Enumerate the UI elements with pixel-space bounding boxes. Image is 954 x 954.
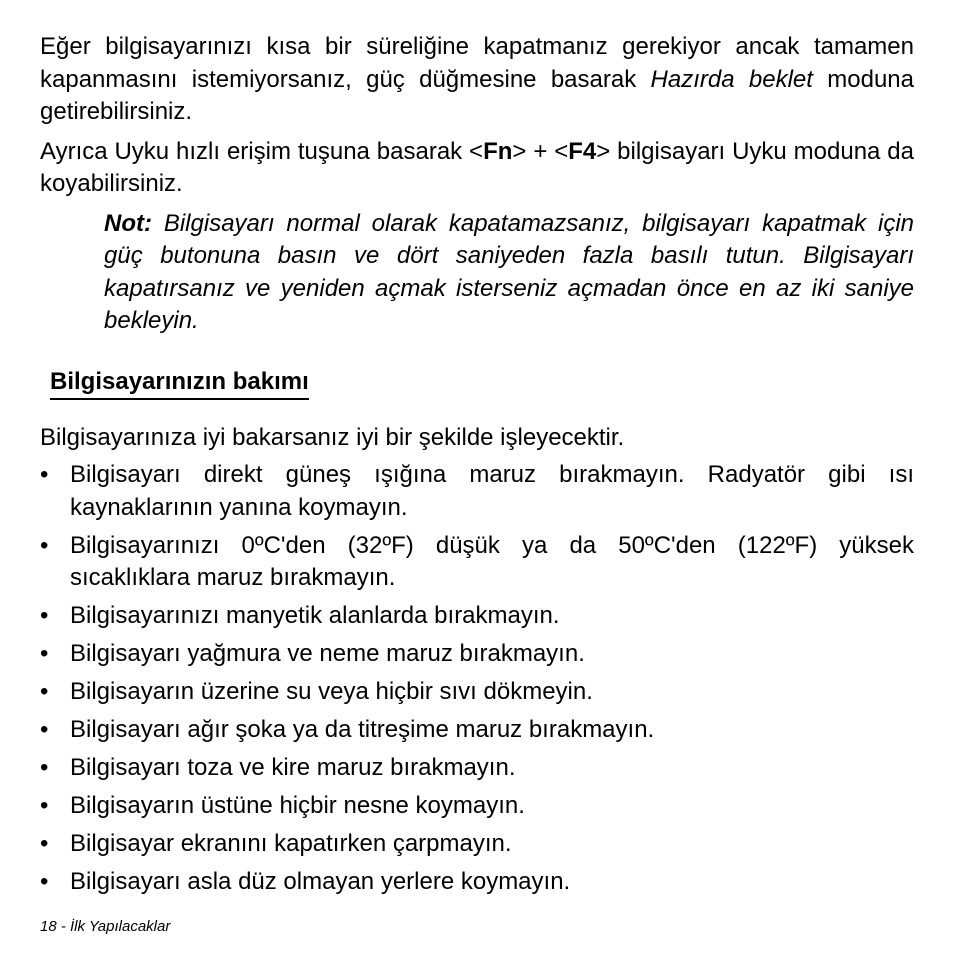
sleep-text-1: Ayrıca Uyku hızlı erişim tuşuna basarak < [40, 137, 484, 165]
list-item [40, 714, 914, 747]
note-block [104, 208, 914, 338]
note-label: Not: [104, 209, 152, 237]
paragraph-hibernate-text-end: moduna getirebilirsiniz. [40, 65, 915, 125]
bullet-icon: • [40, 754, 49, 781]
list-item [40, 600, 914, 633]
list-item [40, 790, 914, 823]
bullet-icon: • [40, 868, 49, 895]
document-page [40, 31, 914, 904]
bullet-icon: • [40, 531, 49, 559]
bullet-icon: • [40, 678, 49, 705]
paragraph-hibernate [40, 31, 914, 129]
list-item-text: Bilgisayarı ağır şoka ya da titreşime maruz bırakmayın. [70, 716, 655, 743]
list-item [40, 676, 914, 709]
list-item-text: Bilgisayarı direkt güneş ışığına maruz bırakmayın. Radyatör gibi ısı kaynaklarının yanına koymayın. [70, 461, 914, 521]
note-text: Bilgisayarı normal olarak kapatamazsanız, bilgisayarı kapatmak için güç butonuna basın ve dört saniyeden fazla basılı tutun. Bilgisayarı kapatırsanız ve yeniden açmak isterseniz açmadan önce en az iki saniye bekleyin. [104, 209, 914, 334]
sleep-text-2: > + < [512, 137, 569, 165]
bullet-icon: • [40, 830, 49, 857]
list-item [40, 752, 914, 785]
list-item-text: Bilgisayarı yağmura ve neme maruz bırakmayın. [70, 640, 585, 667]
bullet-icon: • [40, 640, 49, 667]
bullet-icon: • [40, 716, 49, 743]
paragraph-sleep-hotkey [40, 136, 914, 201]
list-item-text: Bilgisayarınızı 0ºC'den (32ºF) düşük ya da 50ºC'den (122ºF) yüksek sıcaklıklara maruz bırakmayın. [70, 531, 914, 591]
list-item [40, 459, 914, 524]
list-item-text: Bilgisayarı asla düz olmayan yerlere koymayın. [70, 868, 571, 895]
bullet-icon: • [40, 461, 49, 488]
paragraph-hibernate-text: Eğer bilgisayarınızı kısa bir süreliğine kapatmanız gerekiyor ancak tamamen kapanmasını istemiyorsanız, güç düğmesine basarak [40, 33, 914, 93]
list-item [40, 866, 914, 899]
list-item [40, 638, 914, 671]
section-heading-wrapper [40, 338, 914, 400]
section-heading: Bilgisayarınızın bakımı [50, 366, 309, 400]
list-item-text: Bilgisayarı toza ve kire maruz bırakmayın. [70, 754, 516, 781]
hibernate-term: Hazırda beklet [650, 65, 813, 93]
section-intro: Bilgisayarınıza iyi bakarsanız iyi bir şekilde işleyecektir. [40, 423, 625, 451]
list-item [40, 828, 914, 861]
list-item-text: Bilgisayarın üstüne hiçbir nesne koymayın. [70, 792, 525, 819]
list-item-text: Bilgisayarınızı manyetik alanlarda bırakmayın. [70, 602, 560, 629]
key-f4: F4 [568, 137, 597, 165]
key-fn: Fn [483, 137, 513, 165]
page-footer: 18 - İlk Yapılacaklar [40, 918, 171, 935]
bullet-icon: • [40, 792, 49, 819]
sleep-text-3: > bilgisayarı Uyku moduna da koyabilirsiniz. [40, 137, 914, 197]
bullet-icon: • [40, 602, 49, 629]
list-item-text: Bilgisayarın üzerine su veya hiçbir sıvı dökmeyin. [70, 678, 593, 705]
list-item [40, 530, 914, 595]
list-item-text: Bilgisayar ekranını kapatırken çarpmayın. [70, 830, 512, 857]
care-list [40, 459, 914, 899]
